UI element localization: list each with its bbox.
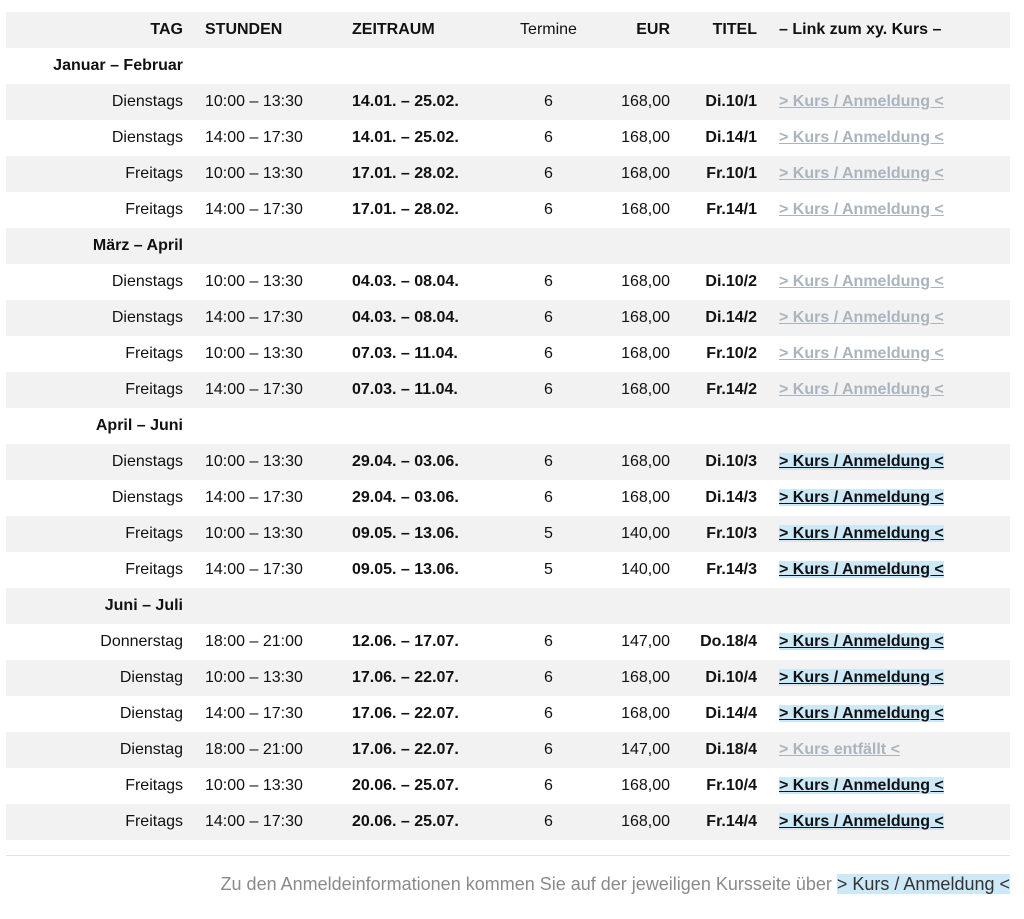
cell-termine: 5 — [544, 561, 553, 578]
cell-tag: Dienstag — [119, 741, 183, 758]
cell-eur: 140,00 — [621, 561, 670, 578]
cell-eur: 168,00 — [621, 309, 670, 326]
empty-cell — [205, 588, 352, 624]
cell-termine: 6 — [544, 93, 553, 110]
empty-cell — [498, 588, 599, 624]
cell-termine: 6 — [544, 381, 553, 398]
empty-cell — [670, 228, 757, 264]
empty-cell — [498, 48, 599, 84]
cell-termine: 6 — [544, 669, 553, 686]
cell-zeitraum: 07.03. – 11.04. — [352, 345, 458, 362]
course-registration-link[interactable]: > Kurs / Anmeldung < — [779, 669, 944, 686]
cell-tag: Freitags — [125, 777, 183, 794]
table-header-row — [6, 12, 1010, 48]
cell-link — [757, 804, 1010, 840]
footer-note — [221, 874, 1010, 895]
cell-stunden: 14:00 – 17:30 — [205, 129, 303, 146]
course-registration-link[interactable]: > Kurs / Anmeldung < — [779, 561, 944, 578]
group-label: April – Juni — [95, 417, 183, 434]
empty-cell — [670, 408, 757, 444]
cell-tag: Dienstags — [111, 273, 183, 290]
cell-link — [757, 300, 1010, 336]
cell-tag: Freitags — [125, 525, 183, 542]
cell-stunden: 14:00 – 17:30 — [205, 201, 303, 218]
cell-link — [757, 732, 1010, 768]
group-label: Januar – Februar — [53, 57, 183, 74]
cell-stunden: 10:00 – 13:30 — [205, 453, 303, 470]
cell-stunden: 10:00 – 13:30 — [205, 525, 303, 542]
cell-zeitraum: 17.06. – 22.07. — [352, 741, 459, 758]
cell-zeitraum: 14.01. – 25.02. — [352, 93, 459, 110]
cell-tag: Freitags — [125, 561, 183, 578]
header-stunden: STUNDEN — [205, 21, 283, 38]
cell-stunden: 10:00 – 13:30 — [205, 93, 303, 110]
cell-link — [757, 156, 1010, 192]
empty-cell — [670, 48, 757, 84]
cell-titel: Di.18/4 — [705, 741, 757, 758]
cell-tag: Freitags — [125, 201, 183, 218]
cell-termine: 6 — [544, 201, 553, 218]
cell-zeitraum: 07.03. – 11.04. — [352, 381, 458, 398]
table-row — [6, 804, 1010, 840]
cell-stunden: 10:00 – 13:30 — [205, 669, 303, 686]
cell-tag: Freitags — [125, 345, 183, 362]
course-registration-link[interactable]: > Kurs / Anmeldung < — [779, 345, 944, 362]
table-row — [6, 624, 1010, 660]
cell-termine: 6 — [544, 129, 553, 146]
course-registration-link[interactable]: > Kurs / Anmeldung < — [779, 381, 944, 398]
empty-cell — [352, 48, 498, 84]
cell-stunden: 10:00 – 13:30 — [205, 345, 303, 362]
footer-text: Zu den Anmeldeinformationen kommen Sie auf der jeweiligen Kursseite über — [220, 874, 837, 894]
table-row — [6, 192, 1010, 228]
header-termine: Termine — [520, 21, 577, 38]
cell-eur: 168,00 — [621, 345, 670, 362]
table-row — [6, 444, 1010, 480]
cell-stunden: 14:00 – 17:30 — [205, 813, 303, 830]
course-registration-link[interactable]: > Kurs / Anmeldung < — [779, 165, 944, 182]
cell-link — [757, 192, 1010, 228]
cell-stunden: 18:00 – 21:00 — [205, 633, 303, 650]
cell-titel: Fr.10/4 — [706, 777, 757, 794]
cell-titel: Fr.14/4 — [706, 813, 757, 830]
cell-termine: 6 — [544, 453, 553, 470]
course-registration-link[interactable]: > Kurs / Anmeldung < — [779, 489, 944, 506]
cell-titel: Fr.14/1 — [706, 201, 757, 218]
table-row — [6, 120, 1010, 156]
header-tag: TAG — [150, 21, 183, 38]
cell-link — [757, 552, 1010, 588]
cell-zeitraum: 20.06. – 25.07. — [352, 777, 459, 794]
empty-cell — [757, 588, 1010, 624]
empty-cell — [599, 48, 670, 84]
cell-zeitraum: 04.03. – 08.04. — [352, 309, 459, 326]
cell-zeitraum: 04.03. – 08.04. — [352, 273, 459, 290]
empty-cell — [205, 408, 352, 444]
cell-link — [757, 696, 1010, 732]
group-header-row — [6, 588, 1010, 624]
cell-eur: 168,00 — [621, 669, 670, 686]
cell-zeitraum: 12.06. – 17.07. — [352, 633, 459, 650]
empty-cell — [757, 48, 1010, 84]
cell-link — [757, 624, 1010, 660]
course-schedule — [6, 12, 1010, 840]
cell-link — [757, 516, 1010, 552]
cell-link — [757, 444, 1010, 480]
cell-tag: Dienstags — [111, 453, 183, 470]
cell-eur: 168,00 — [621, 453, 670, 470]
cell-eur: 140,00 — [621, 525, 670, 542]
cell-stunden: 10:00 – 13:30 — [205, 165, 303, 182]
cell-termine: 6 — [544, 273, 553, 290]
table-row — [6, 300, 1010, 336]
cell-titel: Fr.10/3 — [706, 525, 757, 542]
table-row — [6, 336, 1010, 372]
cell-link — [757, 120, 1010, 156]
cell-zeitraum: 17.01. – 28.02. — [352, 201, 459, 218]
empty-cell — [757, 228, 1010, 264]
cell-termine: 6 — [544, 309, 553, 326]
cell-tag: Dienstags — [111, 309, 183, 326]
cell-link — [757, 660, 1010, 696]
cell-titel: Di.14/2 — [705, 309, 757, 326]
cell-tag: Freitags — [125, 381, 183, 398]
empty-cell — [599, 588, 670, 624]
course-registration-link[interactable]: > Kurs / Anmeldung < — [779, 777, 944, 794]
cell-zeitraum: 09.05. – 13.06. — [352, 525, 459, 542]
cell-stunden: 14:00 – 17:30 — [205, 561, 303, 578]
group-header-row — [6, 48, 1010, 84]
table-row — [6, 552, 1010, 588]
empty-cell — [599, 408, 670, 444]
empty-cell — [757, 408, 1010, 444]
course-registration-link[interactable]: > Kurs entfällt < — [779, 741, 900, 758]
cell-eur: 168,00 — [621, 813, 670, 830]
empty-cell — [205, 228, 352, 264]
cell-tag: Freitags — [125, 165, 183, 182]
cell-stunden: 18:00 – 21:00 — [205, 741, 303, 758]
course-registration-link[interactable]: > Kurs / Anmeldung < — [779, 273, 944, 290]
empty-cell — [352, 588, 498, 624]
header-link: – Link zum xy. Kurs – — [779, 21, 942, 38]
cell-tag: Dienstag — [119, 705, 183, 722]
cell-zeitraum: 29.04. – 03.06. — [352, 489, 459, 506]
cell-titel: Di.14/3 — [705, 489, 757, 506]
cell-termine: 5 — [544, 525, 553, 542]
cell-stunden: 14:00 – 17:30 — [205, 381, 303, 398]
cell-stunden: 10:00 – 13:30 — [205, 777, 303, 794]
cell-link — [757, 264, 1010, 300]
course-registration-link[interactable]: > Kurs / Anmeldung < — [779, 129, 944, 146]
cell-tag: Dienstags — [111, 93, 183, 110]
cell-tag: Freitags — [125, 813, 183, 830]
cell-titel: Do.18/4 — [700, 633, 757, 650]
group-label: März – April — [92, 237, 183, 254]
empty-cell — [352, 228, 498, 264]
cell-termine: 6 — [544, 777, 553, 794]
cell-termine: 6 — [544, 489, 553, 506]
cell-link — [757, 372, 1010, 408]
cell-eur: 147,00 — [621, 633, 670, 650]
table-row — [6, 480, 1010, 516]
cell-link — [757, 480, 1010, 516]
cell-tag: Dienstags — [111, 129, 183, 146]
empty-cell — [498, 228, 599, 264]
cell-termine: 6 — [544, 705, 553, 722]
cell-eur: 168,00 — [621, 93, 670, 110]
cell-zeitraum: 17.01. – 28.02. — [352, 165, 459, 182]
schedule-body — [6, 48, 1010, 840]
cell-eur: 168,00 — [621, 489, 670, 506]
group-header-row — [6, 408, 1010, 444]
cell-titel: Di.14/4 — [705, 705, 757, 722]
cell-titel: Fr.14/2 — [706, 381, 757, 398]
cell-eur: 168,00 — [621, 201, 670, 218]
cell-titel: Fr.10/1 — [706, 165, 757, 182]
course-registration-link[interactable]: > Kurs / Anmeldung < — [779, 633, 944, 650]
cell-tag: Dienstags — [111, 489, 183, 506]
cell-zeitraum: 09.05. – 13.06. — [352, 561, 459, 578]
table-row — [6, 156, 1010, 192]
cell-tag: Donnerstag — [100, 633, 183, 650]
course-registration-link[interactable]: > Kurs / Anmeldung < — [779, 525, 944, 542]
empty-cell — [498, 408, 599, 444]
course-registration-link[interactable]: > Kurs / Anmeldung < — [779, 453, 944, 470]
cell-eur: 147,00 — [621, 741, 670, 758]
cell-titel: Di.10/4 — [705, 669, 757, 686]
cell-stunden: 14:00 – 17:30 — [205, 489, 303, 506]
table-row — [6, 264, 1010, 300]
cell-zeitraum: 17.06. – 22.07. — [352, 705, 459, 722]
cell-stunden: 10:00 – 13:30 — [205, 273, 303, 290]
cell-titel: Di.10/2 — [705, 273, 757, 290]
cell-tag: Dienstag — [119, 669, 183, 686]
table-row — [6, 516, 1010, 552]
course-registration-link[interactable]: > Kurs / Anmeldung < — [779, 201, 944, 218]
cell-eur: 168,00 — [621, 381, 670, 398]
cell-termine: 6 — [544, 633, 553, 650]
empty-cell — [599, 228, 670, 264]
header-titel: TITEL — [712, 21, 757, 38]
cell-eur: 168,00 — [621, 273, 670, 290]
cell-eur: 168,00 — [621, 777, 670, 794]
cell-titel: Fr.10/2 — [706, 345, 757, 362]
empty-cell — [670, 588, 757, 624]
cell-eur: 168,00 — [621, 705, 670, 722]
footer-divider — [6, 855, 1010, 856]
cell-zeitraum: 29.04. – 03.06. — [352, 453, 459, 470]
cell-zeitraum: 17.06. – 22.07. — [352, 669, 459, 686]
cell-zeitraum: 14.01. – 25.02. — [352, 129, 459, 146]
course-registration-link[interactable]: > Kurs / Anmeldung < — [779, 813, 944, 830]
table-row — [6, 732, 1010, 768]
cell-eur: 168,00 — [621, 129, 670, 146]
table-row — [6, 372, 1010, 408]
cell-termine: 6 — [544, 813, 553, 830]
course-registration-link[interactable]: > Kurs / Anmeldung < — [779, 93, 944, 110]
empty-cell — [205, 48, 352, 84]
cell-link — [757, 336, 1010, 372]
cell-termine: 6 — [544, 345, 553, 362]
cell-termine: 6 — [544, 741, 553, 758]
cell-termine: 6 — [544, 165, 553, 182]
table-row — [6, 660, 1010, 696]
cell-titel: Di.10/3 — [705, 453, 757, 470]
course-registration-link[interactable]: > Kurs / Anmeldung < — [779, 309, 944, 326]
group-header-row — [6, 228, 1010, 264]
table-row — [6, 768, 1010, 804]
course-registration-link[interactable]: > Kurs / Anmeldung < — [779, 705, 944, 722]
cell-link — [757, 84, 1010, 120]
cell-zeitraum: 20.06. – 25.07. — [352, 813, 459, 830]
group-label: Juni – Juli — [104, 597, 183, 614]
cell-eur: 168,00 — [621, 165, 670, 182]
empty-cell — [352, 408, 498, 444]
cell-titel: Fr.14/3 — [706, 561, 757, 578]
header-zeitraum: ZEITRAUM — [352, 21, 435, 38]
header-eur: EUR — [636, 21, 670, 38]
table-row — [6, 84, 1010, 120]
footer-link[interactable]: > Kurs / Anmeldung < — [836, 874, 1010, 894]
cell-titel: Di.10/1 — [705, 93, 757, 110]
cell-stunden: 14:00 – 17:30 — [205, 705, 303, 722]
table-row — [6, 696, 1010, 732]
cell-link — [757, 768, 1010, 804]
cell-titel: Di.14/1 — [705, 129, 757, 146]
schedule-table — [6, 12, 1010, 840]
cell-stunden: 14:00 – 17:30 — [205, 309, 303, 326]
